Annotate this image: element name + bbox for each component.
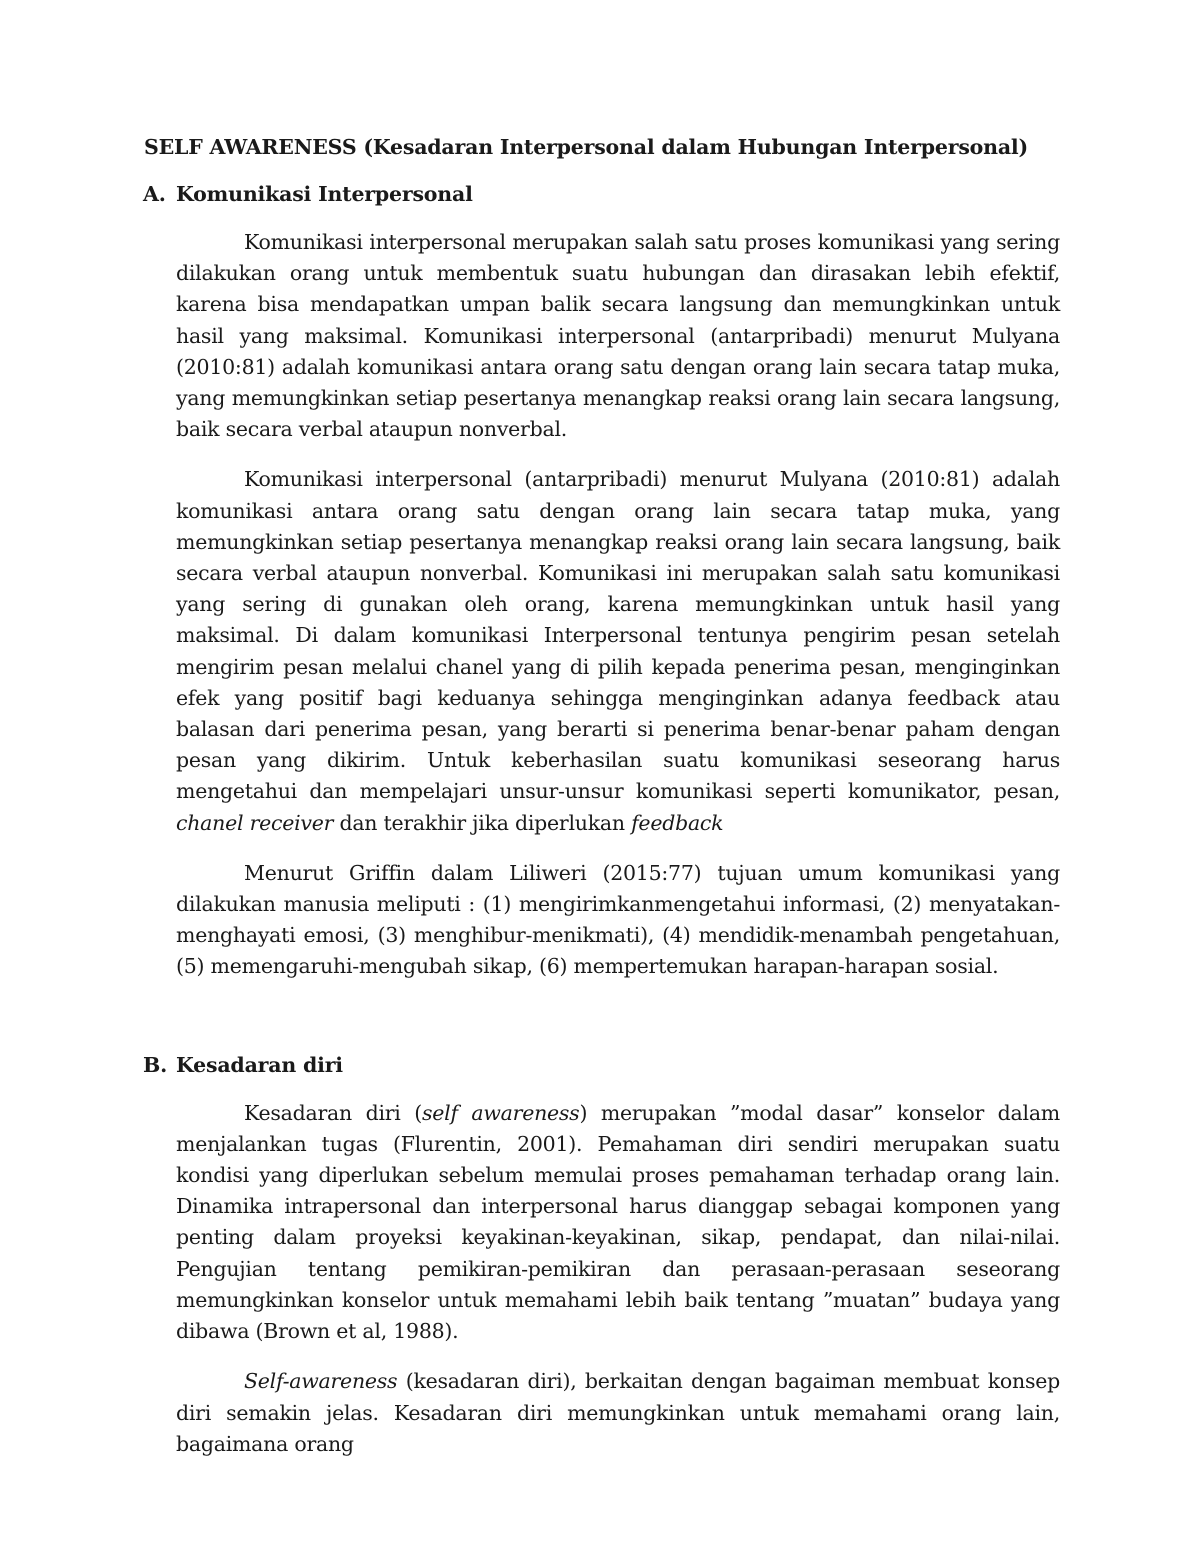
section-b-paragraph-1: [176, 1098, 1060, 1348]
section-b-marker: B.: [143, 1052, 168, 1077]
term-chanel-receiver: chanel receiver: [176, 810, 334, 835]
section-a-paragraph-1: Komunikasi interpersonal merupakan salah satu proses komunikasi yang sering dilakukan orang untuk membentuk suatu hubungan dan dirasakan lebih efektif, karena bisa mendapatkan umpan balik secara langsung dan memungkinkan untuk hasil yang maksimal. Komunikasi interpersonal (antarpribadi) menurut Mulyana (2010:81) adalah komunikasi antara orang satu dengan orang lain secara tatap muka, yang memungkinkan setiap pesertanya menangkap reaksi orang lain secara langsung, baik secara verbal ataupun nonverbal.: [176, 230, 1060, 442]
section-a-marker: A.: [143, 182, 166, 206]
section-a-heading: [143, 179, 1060, 209]
paragraph-text-start: Kesadaran diri (: [244, 1100, 422, 1125]
section-a-paragraph-3: Menurut Griffin dalam Liliweri (2015:77) tujuan umum komunikasi yang dilakukan manusia meliputi : (1) mengirimkanmengetahui informasi, (2) menyatakan-menghayati emosi, (3) menghibur-menikmati), (4) mendidik-menambah pengetahuan, (5) memengaruhi-mengubah sikap, (6) mempertemukan harapan-harapan sosial.: [176, 860, 1060, 979]
section-b: [143, 1050, 1060, 1460]
term-feedback: feedback: [631, 810, 724, 835]
section-a-paragraph-2: [176, 464, 1060, 838]
document-page: [143, 132, 1060, 1479]
term-self-awareness: self awareness: [421, 1100, 580, 1125]
paragraph-text-rest: (kesadaran diri), berkaitan dengan bagaiman membuat konsep diri semakin jelas. Kesadaran diri memungkinkan untuk memahami orang lain, bagaimana orang: [176, 1369, 1060, 1456]
paragraph-2-text: Komunikasi interpersonal (antarpribadi) menurut Mulyana (2010:81) adalah komunikasi antara orang satu dengan orang lain secara tatap muka, yang memungkinkan setiap pesertanya menangkap reaksi orang lain secara langsung, baik secara verbal ataupun nonverbal. Komunikasi ini merupakan salah satu komunikasi yang sering di gunakan oleh orang, karena memungkinkan untuk hasil yang maksimal. Di dalam komunikasi Interpersonal tentunya pengirim pesan setelah mengirim pesan melalui chanel yang di pilih kepada penerima pesan, menginginkan efek yang positif bagi keduanya sehingga menginginkan adanya feedback atau balasan dari penerima pesan, yang berarti si penerima benar-benar paham dengan pesan yang dikirim. Untuk keberhasilan suatu komunikasi seseorang harus mengetahui dan mempelajari unsur-unsur komunikasi seperti komunikator, pesan,: [176, 467, 1060, 804]
section-a-title: Komunikasi Interpersonal: [176, 182, 473, 206]
section-b-heading: [143, 1050, 1060, 1080]
paragraph-text-rest: ) merupakan ”modal dasar” konselor dalam menjalankan tugas (Flurentin, 2001). Pemahaman diri sendiri merupakan suatu kondisi yang diperlukan sebelum memulai proses pemahaman terhadap orang lain. Dinamika intrapersonal dan interpersonal harus dianggap sebagai komponen yang penting dalam proyeksi keyakinan-keyakinan, sikap, pendapat, dan nilai-nilai. Pengujian tentang pemikiran-pemikiran dan perasaan-perasaan seseorang memungkinkan konselor untuk memahami lebih baik tentang ”muatan” budaya yang dibawa (Brown et al, 1988).: [176, 1100, 1060, 1344]
section-b-title: Kesadaran diri: [176, 1052, 343, 1077]
section-a: [143, 179, 1060, 983]
paragraph-2-text-mid: dan terakhir jika diperlukan: [333, 810, 632, 835]
section-b-paragraph-2: [176, 1366, 1060, 1460]
document-title: SELF AWARENESS (Kesadaran Interpersonal dalam Hubungan Interpersonal): [144, 135, 1029, 159]
term-self-awareness-hyphen: Self-awareness: [244, 1369, 398, 1394]
